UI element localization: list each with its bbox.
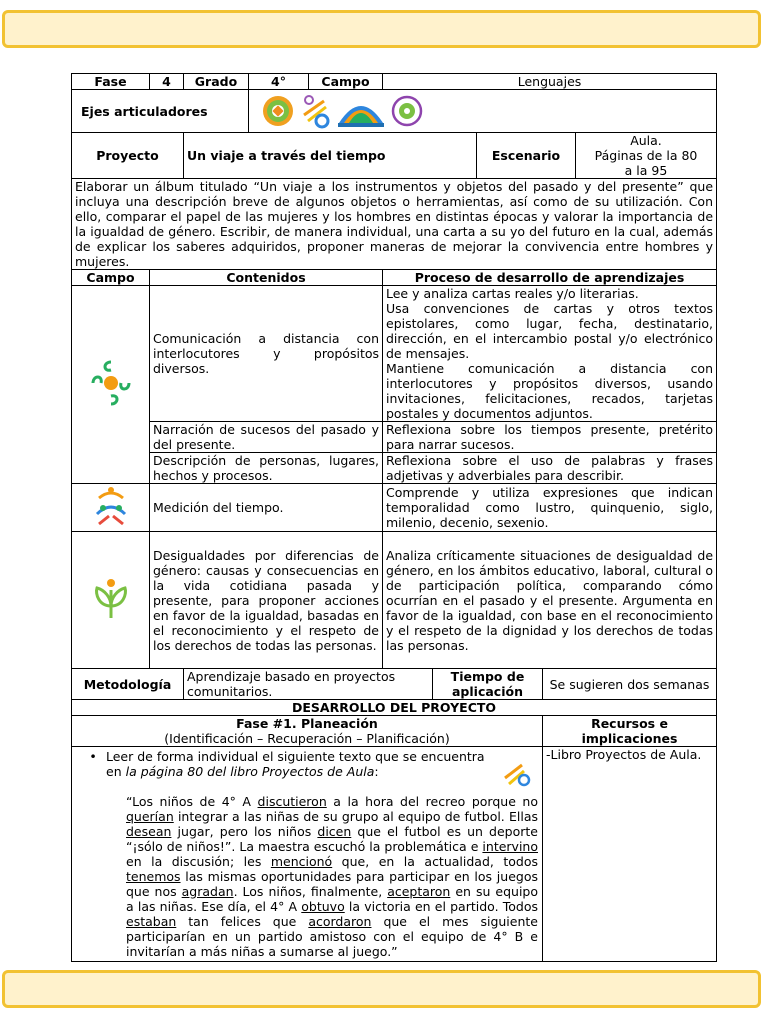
project-description: Elaborar un álbum titulado “Un viaje a los instrumentos y objetos del pasado y del presente” que incluya una descripción breve de algunos objetos o herramientas, así como de su utilización. Con ello, comparar el papel de las mujeres y los hombres en distintas épocas y valorar la importancia de la igualdad de género. Escribir, de manera individual, una carta a su yo del futuro en la cual, además de explicar los saberes adquiridos, proponer maneras de mejorar la convivencia entre hombres y mujeres. [72, 179, 717, 270]
quote-block [126, 794, 538, 959]
fase-planeacion-title: Fase #1. Planeación [236, 716, 378, 731]
escenario-line-3: a la 95 [624, 163, 668, 178]
quote-part: “Los niños de 4° A [126, 794, 258, 809]
actividad-ref: la página 80 del libro Proyectos de Aula [125, 764, 375, 779]
campo-etica-cell [72, 532, 150, 669]
quote-verb: discutieron [257, 794, 327, 809]
escenario-value [576, 133, 717, 179]
quote-verb: intervino [482, 839, 538, 854]
quote-part: a la hora del recreo porque no [326, 794, 538, 809]
quote-part: que el futbol es un deporte “¡sólo de niños!”. La maestra escuchó la problemática e [126, 824, 538, 854]
proyecto-label: Proyecto [72, 133, 184, 179]
proyecto-title: Un viaje a través del tiempo [184, 133, 477, 179]
contenido-3: Descripción de personas, lugares, hechos y procesos. [150, 453, 383, 484]
col-contenidos: Contenidos [150, 270, 383, 286]
quote-part: las mismas oportunidades para participar en los juegos que nos [126, 869, 538, 899]
grado-value: 4° [249, 74, 309, 90]
campo-lenguajes-cell [72, 286, 150, 484]
tiempo-value: Se sugieren dos semanas [543, 669, 717, 700]
actividad-bullet: • Leer de forma individual el siguiente texto que se encuentra en la página 80 del libro Proyectos de Aula: [89, 749, 485, 779]
contenido-4: Medición del tiempo. [150, 484, 383, 532]
quote-part: integrar a las niñas de su grupo al equipo de futbol. Ellas [173, 809, 538, 824]
proceso-4: Comprende y utiliza expresiones que indican temporalidad como lustro, quinquenio, siglo, milenio, decenio, sexenio. [383, 484, 717, 532]
quote-part: en su equipo a las niñas. Ese día, el 4° A [126, 884, 538, 914]
escenario-label: Escenario [477, 133, 576, 179]
quote-part: en la discusión; les [126, 854, 271, 869]
quote-verb: tenemos [126, 869, 181, 884]
desarrollo-title: DESARROLLO DEL PROYECTO [72, 700, 717, 716]
quote-verb: acordaron [308, 914, 372, 929]
saberes-icon [89, 484, 133, 528]
col-campo: Campo [72, 270, 150, 286]
fase-value: 4 [150, 74, 184, 90]
actividad-text: Leer de forma individual el siguiente texto que se encuentra en [106, 749, 485, 779]
quote-verb: querían [126, 809, 174, 824]
quote-part: que, en la actualidad, todos [332, 854, 538, 869]
interculturalidad-icon [300, 93, 332, 129]
actividad-cell [72, 747, 543, 962]
quote-part: jugar, pero los niños [171, 824, 318, 839]
quote-verb: aceptaron [387, 884, 451, 899]
campo-value: Lenguajes [383, 74, 717, 90]
recursos-value: -Libro Proyectos de Aula. [543, 747, 717, 962]
fase-planeacion [72, 716, 543, 747]
vida-saludable-icon [336, 93, 386, 129]
quote-verb: obtuvo [301, 899, 345, 914]
tiempo-label: Tiempo de aplicación [433, 669, 543, 700]
campo-label: Campo [309, 74, 383, 90]
pensamiento-critico-icon [390, 93, 424, 129]
quote-verb: mencionó [270, 854, 333, 869]
recursos-label: Recursos e implicaciones [543, 716, 717, 747]
etica-icon [89, 576, 133, 622]
top-banner [2, 10, 761, 48]
ejes-label: Ejes articuladores [72, 90, 249, 133]
escenario-line-1: Aula. [630, 133, 662, 148]
planning-table [71, 73, 717, 962]
quote-verb: agradan [181, 884, 234, 899]
fase-planeacion-sub: (Identificación – Recuperación – Planificación) [164, 731, 450, 746]
proceso-1: Lee y analiza cartas reales y/o literarias. Usa convenciones de cartas y otros textos epistolares, como lugar, fecha, destinatario, dirección, en el intercambio postal y/o electrónico de mensajes. Mantiene comunicación a distancia con interlocutores y propósitos diversos, usando invitaciones, felicitaciones, recados, tarjetas postales y documentos adjuntos. [383, 286, 717, 422]
metodologia-value: Aprendizaje basado en proyectos comunitarios. [184, 669, 433, 700]
contenido-1: Comunicación a distancia con interlocutores y propósitos diversos. [150, 286, 383, 422]
lenguajes-icon [89, 358, 133, 408]
proceso-2: Reflexiona sobre los tiempos presente, pretérito para narrar sucesos. [383, 422, 717, 453]
metodologia-label: Metodología [72, 669, 184, 700]
fase-label: Fase [72, 74, 150, 90]
quote-verb: estaban [126, 914, 177, 929]
col-proceso: Proceso de desarrollo de aprendizajes [383, 270, 717, 286]
grado-label: Grado [184, 74, 249, 90]
actividad-colon: : [374, 764, 379, 779]
ejes-icons [249, 90, 717, 133]
bottom-banner [2, 970, 761, 1008]
inclusion-icon [260, 93, 296, 129]
escenario-line-2: Páginas de la 80 [594, 148, 698, 163]
proceso-5: Analiza críticamente situaciones de desigualdad de género, en los ámbitos educativo, laboral, cultural o de participación política, comparando cómo ocurrían en el pasado y el presente. Argumenta en favor de la igualdad, con base en el reconocimiento y el respeto de la dignidad y los derechos de todas las personas. [383, 532, 717, 669]
contenido-5: Desigualdades por diferencias de género: causas y consecuencias en la vida cotidiana pasada y presente, para proponer acciones en favor de la igualdad, basadas en el reconocimiento y el respeto de los derechos de todas las personas. [150, 532, 383, 669]
quote-text [126, 794, 538, 959]
quote-part: tan felices que [176, 914, 309, 929]
quote-part: . Los niños, finalmente, [233, 884, 388, 899]
proceso-3: Reflexiona sobre el uso de palabras y frases adjetivas y adverbiales para describir. [383, 453, 717, 484]
interculturalidad-small-icon [502, 760, 532, 788]
quote-part: la victoria en el partido. Todos [344, 899, 538, 914]
campo-saberes-cell [72, 484, 150, 532]
quote-verb: dicen [317, 824, 352, 839]
quote-verb: desean [126, 824, 172, 839]
quote-part: que el mes siguiente participarían en un partido amistoso con el equipo de 4° B e invitarían a más niñas a sumarse al juego.” [126, 914, 538, 959]
contenido-2: Narración de sucesos del pasado y del presente. [150, 422, 383, 453]
